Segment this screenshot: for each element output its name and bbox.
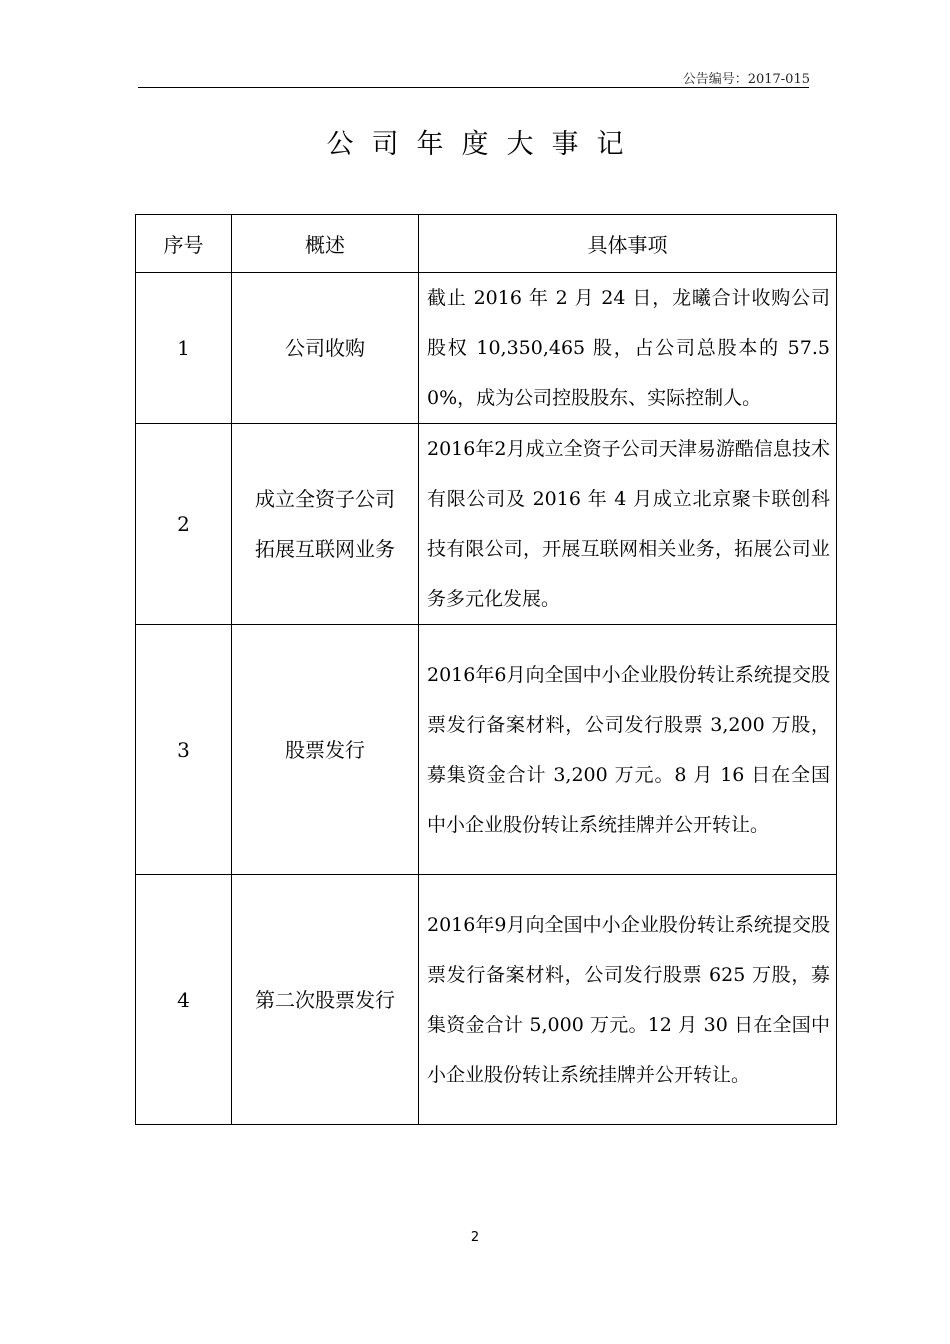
- page-number: 2: [470, 1230, 480, 1245]
- header-divider: [138, 87, 809, 88]
- row-detail: 2016年2月成立全资子公司天津易游酷信息技术有限公司及 2016 年 4 月成立北京聚卡联创科技有限公司，开展互联网相关业务，拓展公司业务多元化发展。: [419, 424, 837, 625]
- row-summary-line: 拓展互联网业务: [255, 537, 395, 561]
- row-index: 1: [136, 273, 232, 424]
- row-summary-line: 公司收购: [285, 336, 365, 360]
- row-detail: 2016年9月向全国中小企业股份转让系统提交股票发行备案材料，公司发行股票 625 万股，募集资金合计 5,000 万元。12 月 30 日在全国中小企业股份转让系统挂牌并公开转让。: [419, 875, 837, 1125]
- row-index: 4: [136, 875, 232, 1125]
- column-header-index: 序号: [136, 215, 232, 273]
- row-summary-line: 成立全资子公司: [255, 487, 395, 511]
- row-index: 3: [136, 625, 232, 875]
- row-summary: [232, 625, 419, 875]
- row-index: 2: [136, 424, 232, 625]
- table-header-row: [136, 215, 837, 273]
- table-row: [136, 273, 837, 424]
- column-header-detail: 具体事项: [419, 215, 837, 273]
- announcement-code: 公告编号：2017-015: [682, 72, 810, 87]
- row-summary: [232, 273, 419, 424]
- events-table: [135, 214, 837, 1125]
- row-summary: [232, 875, 419, 1125]
- table-row: [136, 875, 837, 1125]
- row-detail: 截止 2016 年 2 月 24 日，龙曦合计收购公司股权 10,350,465 股，占公司总股本的 57.50%，成为公司控股股东、实际控制人。: [419, 273, 837, 424]
- table-row: [136, 424, 837, 625]
- table-row: [136, 625, 837, 875]
- page-title: 公司年度大事记: [326, 129, 642, 160]
- row-summary: [232, 424, 419, 625]
- row-summary-line: 第二次股票发行: [255, 987, 395, 1012]
- row-summary-line: 股票发行: [285, 737, 365, 762]
- column-header-summary: 概述: [232, 215, 419, 273]
- row-detail: 2016年6月向全国中小企业股份转让系统提交股票发行备案材料，公司发行股票 3,200 万股，募集资金合计 3,200 万元。8 月 16 日在全国中小企业股份转让系统挂牌并公开转让。: [419, 625, 837, 875]
